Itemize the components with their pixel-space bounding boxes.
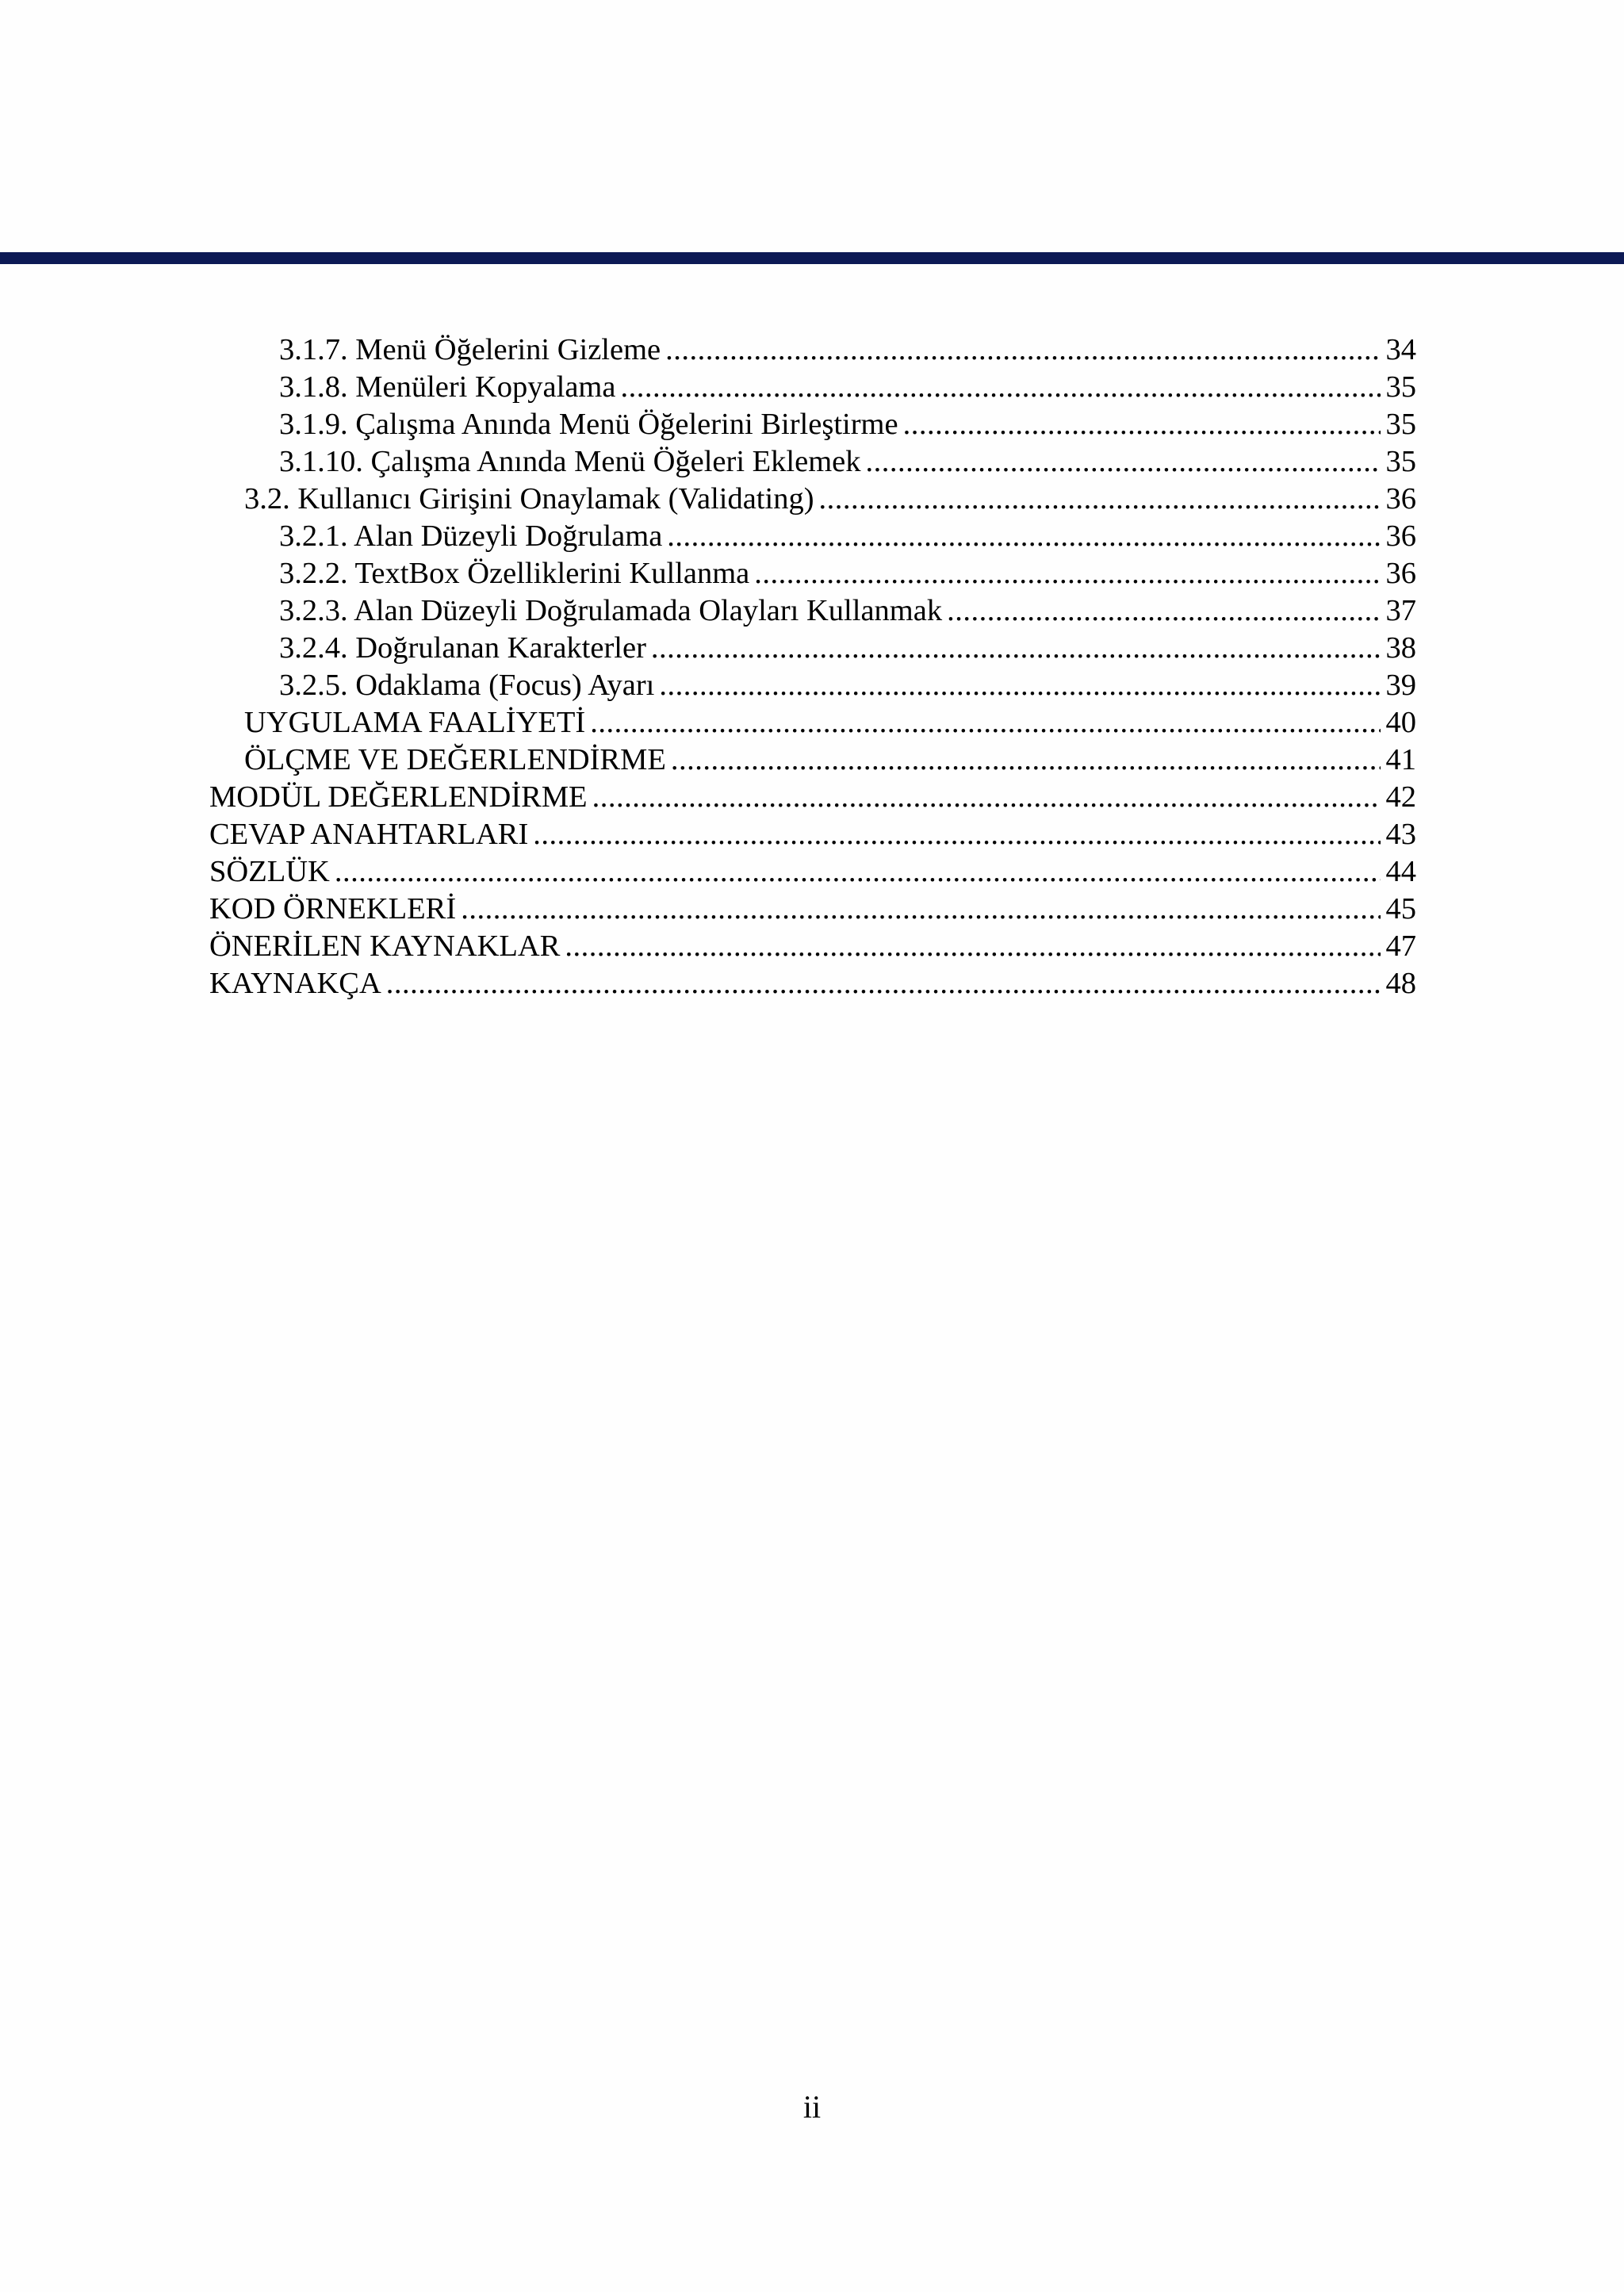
page-number: ii — [802, 2089, 822, 2125]
toc-dot-leader — [667, 518, 1381, 555]
toc-entry-page: 45 — [1385, 892, 1416, 926]
toc-entry-title: 3.2.2. TextBox Özelliklerini Kullanma — [279, 557, 750, 590]
toc-entry[interactable] — [209, 965, 1416, 1002]
toc-dot-leader — [866, 443, 1381, 481]
toc-entry-page: 36 — [1385, 482, 1416, 516]
toc-entry[interactable] — [209, 891, 1416, 928]
toc-dot-leader — [671, 742, 1381, 779]
toc-entry[interactable] — [209, 928, 1416, 965]
toc-entry-title: 3.1.7. Menü Öğelerini Gizleme — [279, 333, 661, 366]
toc-entry-page: 37 — [1385, 594, 1416, 627]
toc-dot-leader — [754, 555, 1381, 592]
toc-entry-page: 35 — [1385, 408, 1416, 441]
toc-entry-title: 3.2. Kullanıcı Girişini Onaylamak (Validating) — [244, 482, 814, 516]
table-of-contents — [209, 332, 1416, 1002]
toc-dot-leader — [659, 667, 1381, 704]
toc-entry-title: 3.1.8. Menüleri Kopyalama — [279, 370, 616, 404]
header-rule — [0, 252, 1624, 264]
toc-dot-leader — [386, 965, 1381, 1002]
toc-entry-page: 41 — [1385, 743, 1416, 776]
toc-entry-title: 3.2.3. Alan Düzeyli Doğrulamada Olayları Kullanmak — [279, 594, 943, 627]
toc-entry[interactable] — [209, 704, 1416, 742]
toc-entry[interactable] — [209, 667, 1416, 704]
toc-dot-leader — [335, 853, 1381, 891]
toc-entry[interactable] — [209, 742, 1416, 779]
toc-entry-title: ÖLÇME VE DEĞERLENDİRME — [244, 743, 666, 776]
toc-entry-page: 35 — [1385, 370, 1416, 404]
toc-entry[interactable] — [209, 406, 1416, 443]
toc-entry-page: 38 — [1385, 631, 1416, 665]
toc-entry-page: 47 — [1385, 929, 1416, 963]
toc-entry[interactable] — [209, 816, 1416, 853]
toc-dot-leader — [651, 630, 1381, 667]
toc-entry-title: ÖNERİLEN KAYNAKLAR — [209, 929, 561, 963]
toc-entry-page: 39 — [1385, 669, 1416, 702]
toc-entry-page: 35 — [1385, 445, 1416, 478]
toc-dot-leader — [665, 332, 1381, 369]
toc-entry-title: UYGULAMA FAALİYETİ — [244, 706, 586, 739]
toc-entry[interactable] — [209, 518, 1416, 555]
toc-entry-page: 40 — [1385, 706, 1416, 739]
toc-entry-title: SÖZLÜK — [209, 855, 330, 888]
toc-entry-title: 3.2.5. Odaklama (Focus) Ayarı — [279, 669, 655, 702]
toc-entry[interactable] — [209, 853, 1416, 891]
toc-entry-page: 44 — [1385, 855, 1416, 888]
toc-entry-title: 3.1.9. Çalışma Anında Menü Öğelerini Birleştirme — [279, 408, 898, 441]
toc-entry[interactable] — [209, 481, 1416, 518]
toc-entry-page: 42 — [1385, 780, 1416, 814]
toc-dot-leader — [461, 891, 1381, 928]
toc-dot-leader — [620, 369, 1381, 406]
toc-entry-page: 48 — [1385, 967, 1416, 1000]
toc-dot-leader — [533, 816, 1381, 853]
toc-entry-title: MODÜL DEĞERLENDİRME — [209, 780, 588, 814]
toc-dot-leader — [819, 481, 1381, 518]
toc-entry-page: 34 — [1385, 333, 1416, 366]
toc-entry[interactable] — [209, 332, 1416, 369]
toc-entry[interactable] — [209, 555, 1416, 592]
toc-dot-leader — [947, 592, 1381, 630]
toc-entry-title: KAYNAKÇA — [209, 967, 381, 1000]
toc-entry-page: 36 — [1385, 557, 1416, 590]
toc-entry[interactable] — [209, 630, 1416, 667]
toc-entry-title: KOD ÖRNEKLERİ — [209, 892, 457, 926]
toc-entry[interactable] — [209, 779, 1416, 816]
toc-dot-leader — [592, 779, 1381, 816]
toc-dot-leader — [565, 928, 1381, 965]
toc-entry-page: 36 — [1385, 519, 1416, 553]
toc-entry-title: 3.2.1. Alan Düzeyli Doğrulama — [279, 519, 663, 553]
toc-entry[interactable] — [209, 592, 1416, 630]
toc-entry-page: 43 — [1385, 818, 1416, 851]
toc-entry-title: CEVAP ANAHTARLARI — [209, 818, 529, 851]
toc-dot-leader — [903, 406, 1381, 443]
toc-dot-leader — [590, 704, 1381, 742]
toc-entry-title: 3.1.10. Çalışma Anında Menü Öğeleri Eklemek — [279, 445, 861, 478]
toc-entry[interactable] — [209, 369, 1416, 406]
toc-entry-title: 3.2.4. Doğrulanan Karakterler — [279, 631, 646, 665]
toc-entry[interactable] — [209, 443, 1416, 481]
